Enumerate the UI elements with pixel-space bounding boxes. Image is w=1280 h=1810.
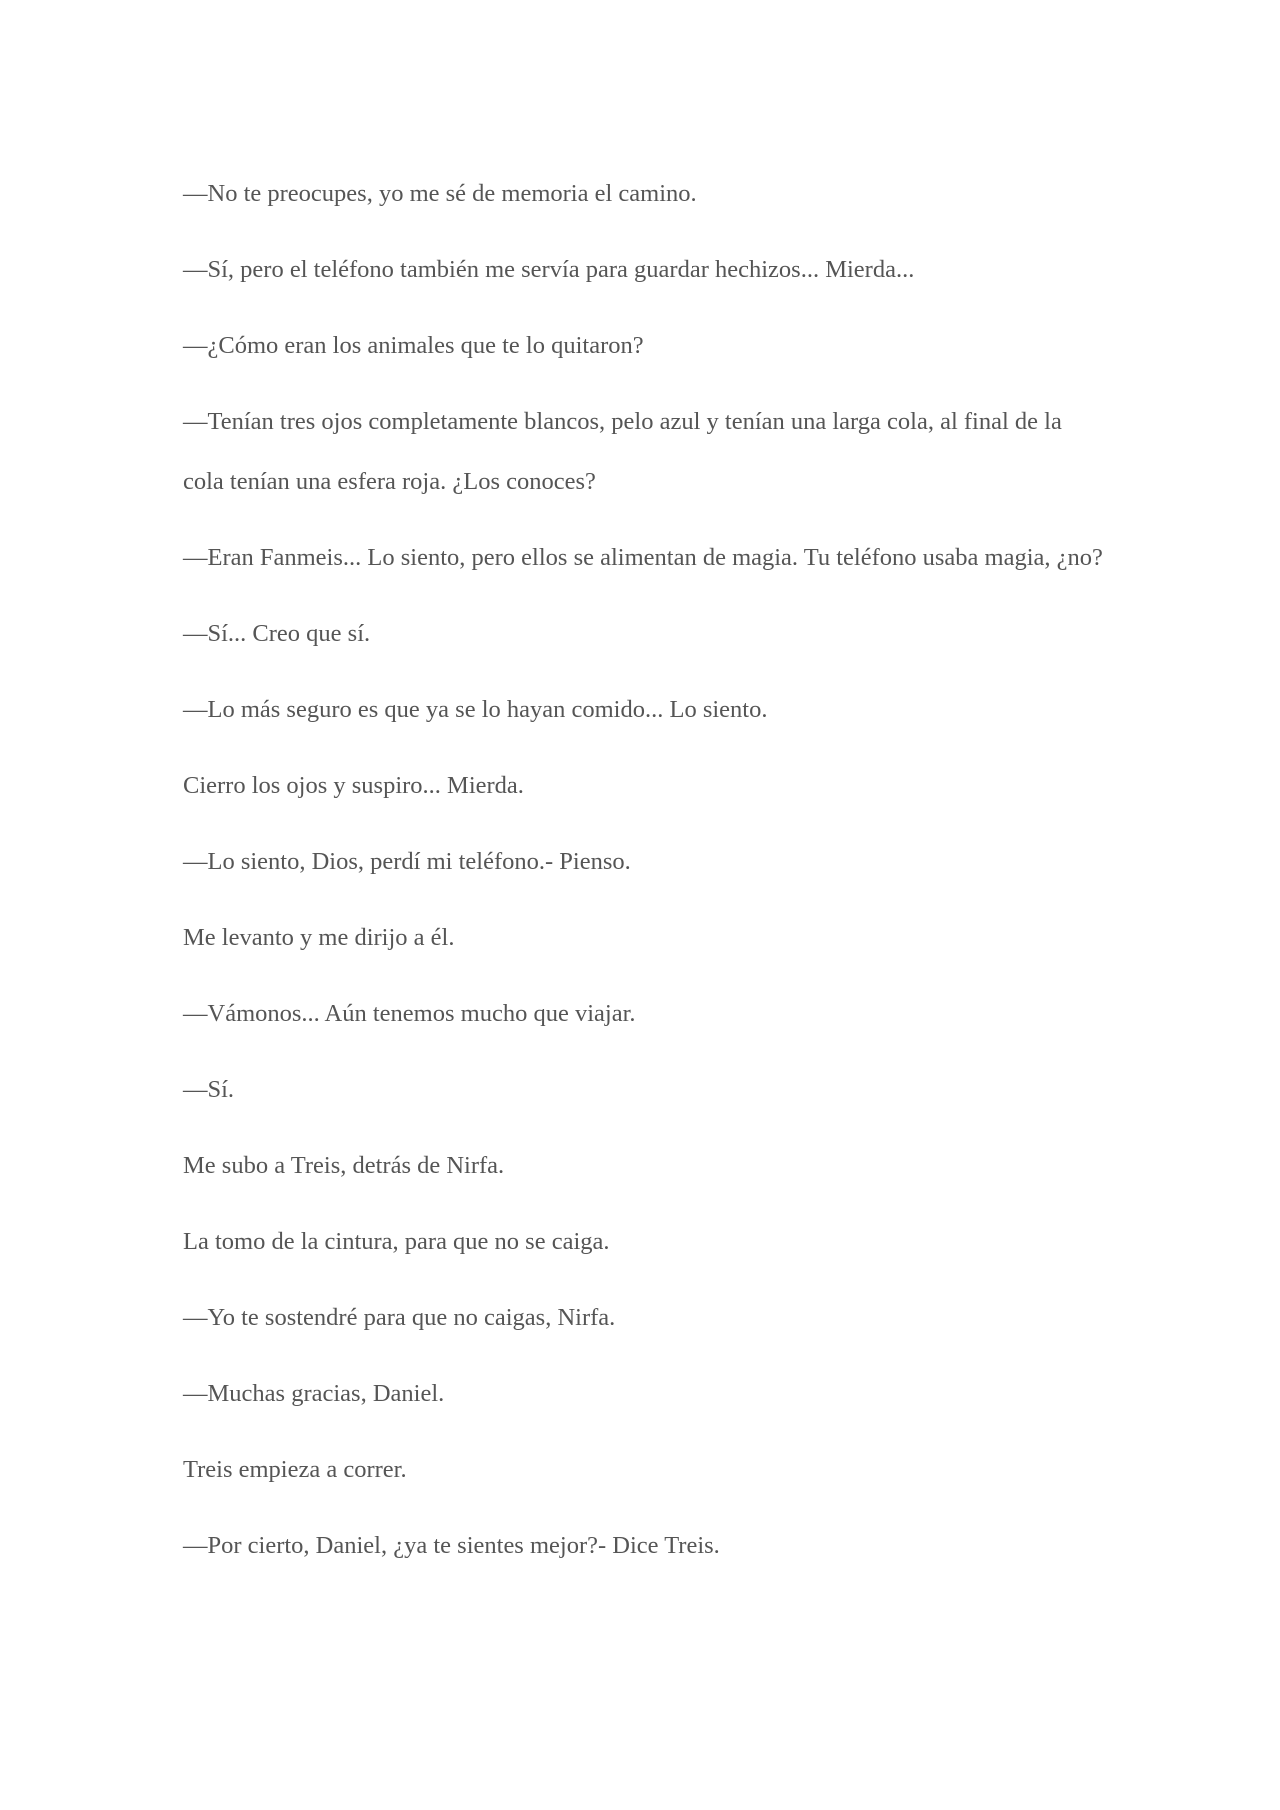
paragraph: —Eran Fanmeis... Lo siento, pero ellos se alimentan de magia. Tu teléfono usaba magia, ¿no? [183,544,1103,571]
paragraph: —Lo más seguro es que ya se lo hayan comido... Lo siento. [183,696,768,723]
paragraph: —Lo siento, Dios, perdí mi teléfono.- Pienso. [183,848,631,875]
paragraph: —No te preocupes, yo me sé de memoria el camino. [183,180,697,207]
paragraph: —Sí, pero el teléfono también me servía para guardar hechizos... Mierda... [183,256,915,283]
paragraph: —Tenían tres ojos completamente blancos, pelo azul y tenían una larga cola, al final de la cola tenían una esfera roja. ¿Los conoces? [183,408,1062,495]
paragraph: —Por cierto, Daniel, ¿ya te sientes mejor?- Dice Treis. [183,1532,720,1559]
paragraph: Me levanto y me dirijo a él. [183,924,455,951]
paragraph: —Muchas gracias, Daniel. [183,1380,445,1407]
paragraph: —Sí. [183,1076,235,1103]
paragraph: Me subo a Treis, detrás de Nirfa. [183,1152,505,1179]
paragraph: —Vámonos... Aún tenemos mucho que viajar. [183,1000,636,1027]
paragraph: La tomo de la cintura, para que no se caiga. [183,1228,610,1255]
paragraph: —Yo te sostendré para que no caigas, Nirfa. [183,1304,616,1331]
paragraph: Cierro los ojos y suspiro... Mierda. [183,772,524,799]
paragraph: —¿Cómo eran los animales que te lo quitaron? [183,332,644,359]
paragraph: —Sí... Creo que sí. [183,620,371,647]
document-body [183,176,1103,1604]
paragraph: Treis empieza a correr. [183,1456,407,1483]
